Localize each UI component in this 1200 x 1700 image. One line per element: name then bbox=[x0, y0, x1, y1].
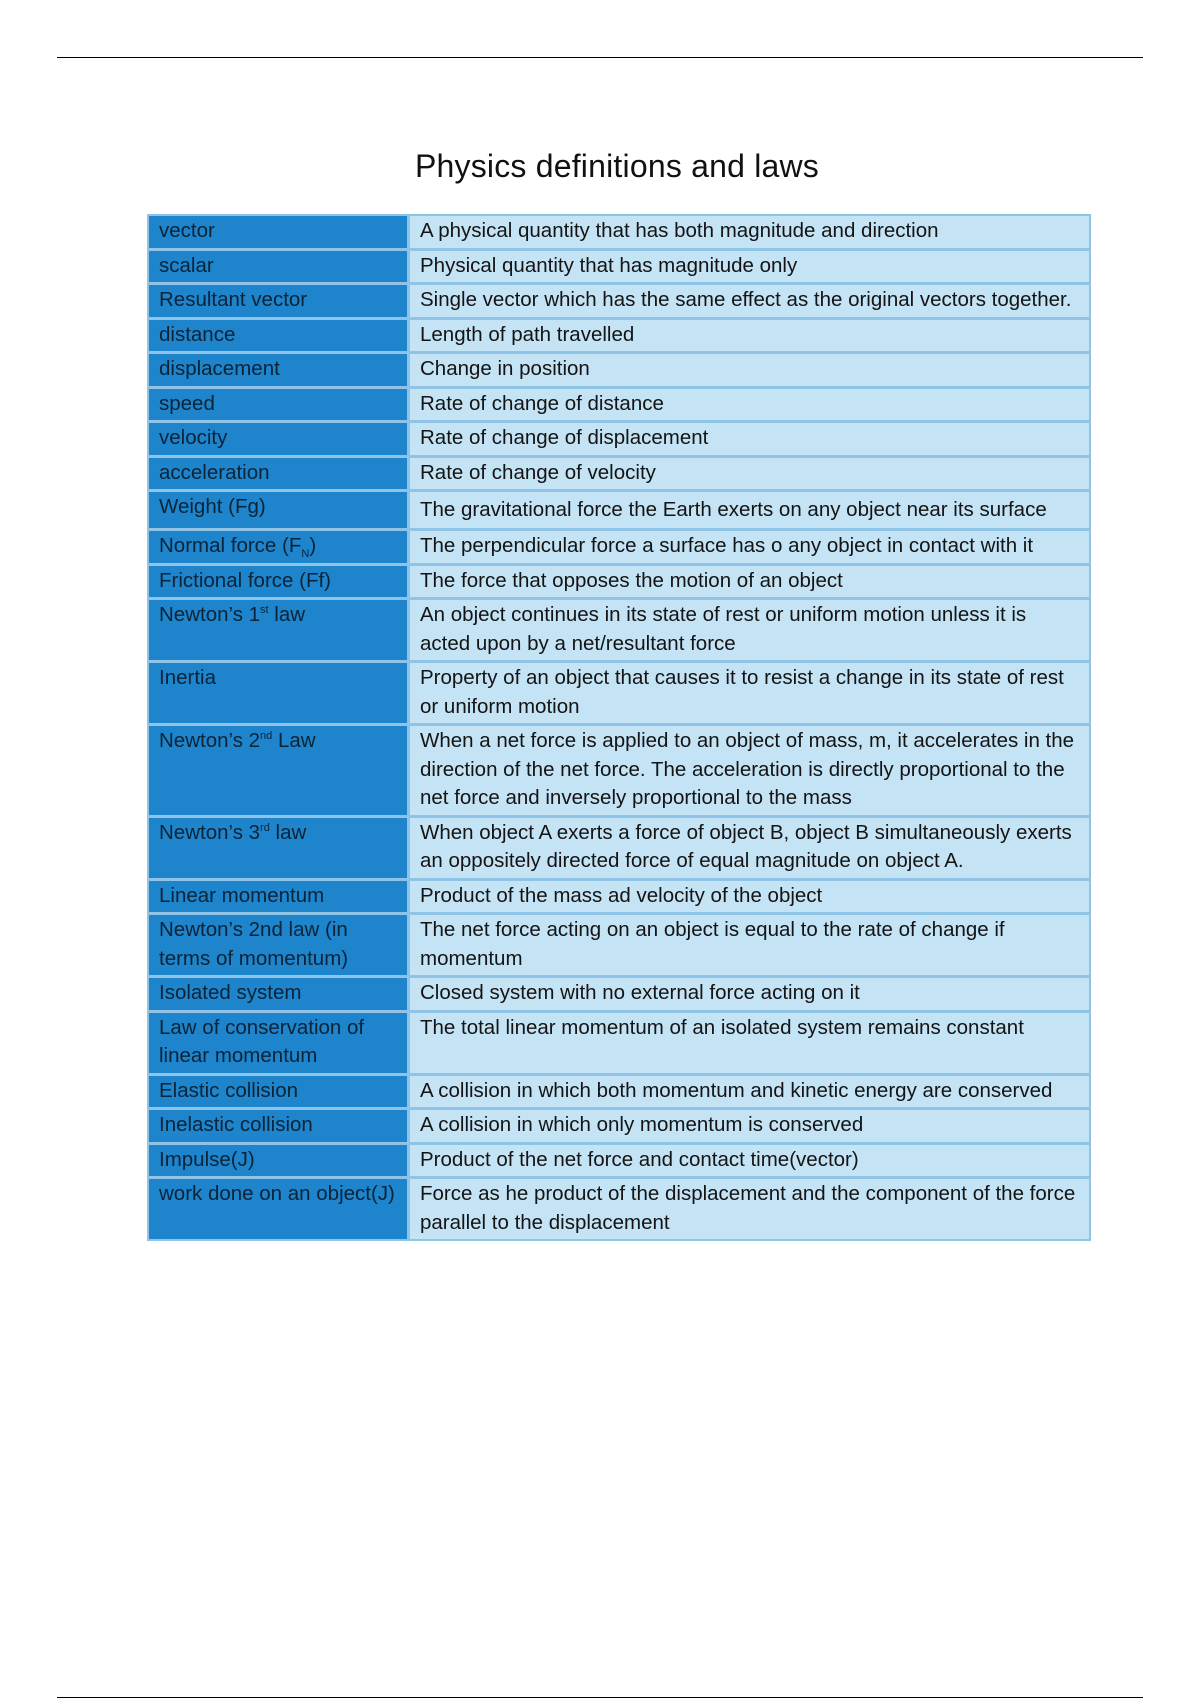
term-cell bbox=[149, 216, 410, 251]
table-row bbox=[149, 354, 1089, 389]
term-text: Inelastic collision bbox=[159, 1113, 313, 1136]
term-text: Inertia bbox=[159, 666, 216, 689]
definition-cell: The gravitational force the Earth exerts on any object near its surface bbox=[410, 492, 1089, 531]
term-superscript: rd bbox=[260, 821, 270, 834]
term-cell bbox=[149, 492, 410, 531]
table-row bbox=[149, 285, 1089, 320]
term-text-end: law bbox=[269, 820, 307, 844]
table-row bbox=[149, 216, 1089, 251]
term-cell bbox=[149, 389, 410, 424]
definitions-table bbox=[147, 214, 1091, 1241]
term-text: Newton’s 2 bbox=[159, 729, 261, 752]
term-cell bbox=[149, 1179, 410, 1239]
definition-cell: Product of the net force and contact time(vector) bbox=[410, 1145, 1089, 1180]
definition-cell: When object A exerts a force of object B, object B simultaneously exerts an oppositely directed force of equal magnitude on object A. bbox=[410, 818, 1089, 881]
table-row bbox=[149, 1110, 1089, 1145]
term-cell bbox=[149, 1076, 410, 1111]
table-row bbox=[149, 978, 1089, 1013]
definition-cell: A collision in which only momentum is conserved bbox=[410, 1110, 1089, 1145]
term-cell bbox=[149, 251, 410, 286]
term-text-end: ) bbox=[309, 534, 317, 557]
term-cell bbox=[149, 915, 410, 978]
term-text-end: Law bbox=[272, 729, 316, 752]
term-cell bbox=[149, 458, 410, 493]
definition-cell: Physical quantity that has magnitude only bbox=[410, 251, 1089, 286]
definition-cell: Rate of change of displacement bbox=[410, 423, 1089, 458]
term-text: Linear momentum bbox=[159, 883, 325, 907]
definition-cell: Single vector which has the same effect as the original vectors together. bbox=[410, 285, 1089, 320]
term-superscript: nd bbox=[260, 730, 273, 743]
table-row bbox=[149, 458, 1089, 493]
table-row bbox=[149, 1145, 1089, 1180]
definition-cell: Force as he product of the displacement and the component of the force parallel to the displacement bbox=[410, 1179, 1089, 1239]
table-row bbox=[149, 1076, 1089, 1111]
table-row bbox=[149, 251, 1089, 286]
table-row bbox=[149, 1179, 1089, 1239]
term-cell bbox=[149, 663, 410, 726]
definition-cell: Closed system with no external force acting on it bbox=[410, 978, 1089, 1013]
term-text: Frictional force (Ff) bbox=[159, 568, 331, 592]
term-cell bbox=[149, 1013, 410, 1076]
term-text: Newton’s 1 bbox=[159, 603, 261, 626]
definition-cell: An object continues in its state of rest or uniform motion unless it is acted upon by a net/resultant force bbox=[410, 600, 1089, 663]
term-text: Impulse(J) bbox=[159, 1147, 255, 1171]
definition-cell: Product of the mass ad velocity of the object bbox=[410, 881, 1089, 916]
definition-cell: The force that opposes the motion of an object bbox=[410, 566, 1089, 601]
term-text: Isolated system bbox=[159, 981, 302, 1004]
definition-cell: A physical quantity that has both magnitude and direction bbox=[410, 216, 1089, 251]
term-cell bbox=[149, 566, 410, 601]
term-cell bbox=[149, 1110, 410, 1145]
page-title: Physics definitions and laws bbox=[414, 148, 820, 184]
definition-cell: Length of path travelled bbox=[410, 320, 1089, 355]
definition-cell: The total linear momentum of an isolated system remains constant bbox=[410, 1013, 1089, 1076]
definition-cell: When a net force is applied to an object of mass, m, it accelerates in the direction of the net force. The acceleration is directly proportional to the net force and inversely proportional to the mass bbox=[410, 726, 1089, 818]
term-text: scalar bbox=[159, 253, 214, 277]
table-row bbox=[149, 881, 1089, 916]
table-row bbox=[149, 320, 1089, 355]
table-row bbox=[149, 726, 1089, 818]
term-cell bbox=[149, 600, 410, 663]
table-row bbox=[149, 566, 1089, 601]
term-text: Elastic collision bbox=[159, 1078, 298, 1102]
term-text: Law of conservation of linear momentum bbox=[159, 1015, 365, 1067]
definition-cell: The perpendicular force a surface has o any object in contact with it bbox=[410, 531, 1089, 566]
term-cell bbox=[149, 531, 410, 566]
term-text: speed bbox=[159, 391, 215, 415]
term-text: Newton’s 3 bbox=[159, 820, 261, 844]
table-row bbox=[149, 600, 1089, 663]
term-text: velocity bbox=[159, 426, 228, 449]
definition-cell: Property of an object that causes it to resist a change in its state of rest or uniform motion bbox=[410, 663, 1089, 726]
header-rule bbox=[57, 57, 1143, 58]
table-row bbox=[149, 663, 1089, 726]
term-cell bbox=[149, 285, 410, 320]
definition-cell: Change in position bbox=[410, 354, 1089, 389]
term-text-end: law bbox=[268, 603, 306, 626]
table-row bbox=[149, 389, 1089, 424]
footer-rule bbox=[57, 1697, 1143, 1698]
term-text: Resultant vector bbox=[159, 288, 308, 311]
term-text: work done on an object(J) bbox=[159, 1182, 395, 1205]
table-row bbox=[149, 423, 1089, 458]
term-superscript: st bbox=[260, 604, 269, 617]
term-text: Newton’s 2nd law (in terms of momentum) bbox=[159, 918, 349, 970]
term-text: displacement bbox=[159, 357, 280, 380]
term-text: acceleration bbox=[159, 460, 270, 484]
term-cell bbox=[149, 978, 410, 1013]
term-cell bbox=[149, 354, 410, 389]
definition-cell: Rate of change of velocity bbox=[410, 458, 1089, 493]
table-row bbox=[149, 915, 1089, 978]
term-subscript: N bbox=[301, 548, 310, 561]
term-text: Weight (Fg) bbox=[159, 495, 266, 518]
table-row bbox=[149, 1013, 1089, 1076]
term-cell bbox=[149, 1145, 410, 1180]
table-row bbox=[149, 818, 1089, 881]
term-cell bbox=[149, 726, 410, 818]
definition-cell: The net force acting on an object is equal to the rate of change if momentum bbox=[410, 915, 1089, 978]
term-text: vector bbox=[159, 219, 215, 242]
term-cell bbox=[149, 881, 410, 916]
table-row bbox=[149, 492, 1089, 531]
definition-cell: Rate of change of distance bbox=[410, 389, 1089, 424]
term-text: distance bbox=[159, 322, 236, 346]
term-cell bbox=[149, 320, 410, 355]
definition-cell: A collision in which both momentum and kinetic energy are conserved bbox=[410, 1076, 1089, 1111]
term-cell bbox=[149, 423, 410, 458]
term-text: Normal force (F bbox=[159, 534, 302, 557]
table-row bbox=[149, 531, 1089, 566]
term-cell bbox=[149, 818, 410, 881]
